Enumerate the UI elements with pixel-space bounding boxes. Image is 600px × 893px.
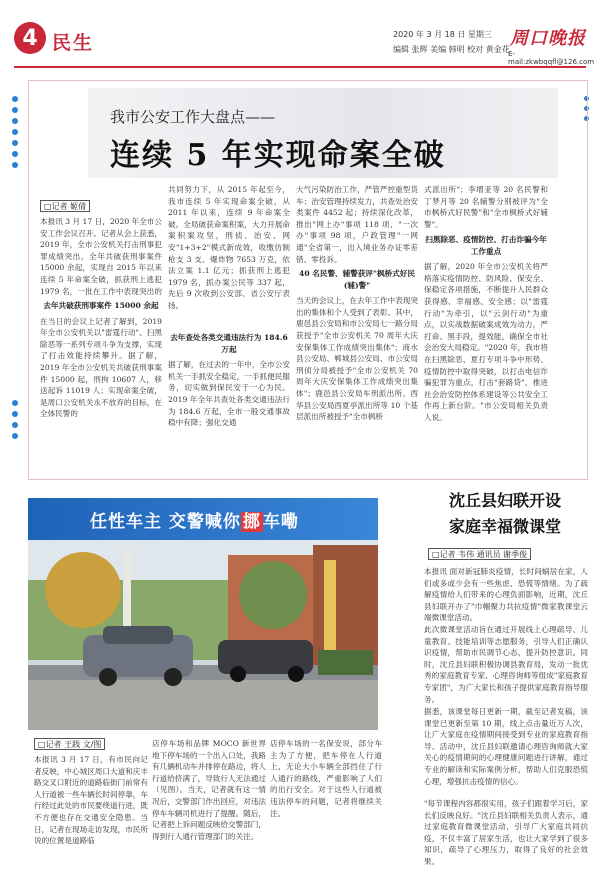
- top-story-column-3: [296, 184, 418, 470]
- top-story-column-2: [168, 184, 290, 470]
- article-paragraph: 式派出所"；李增亚等 20 名民警和丁梦月等 20 名辅警分别被评为"全市枫桥式好民警"和"全市枫桥式好辅警"。: [424, 185, 548, 229]
- masthead-rule: [14, 66, 586, 68]
- article-paragraph: 此次微课堂活动旨在通过开展线上心理疏导、儿童教育、技能培训等志愿服务，引导人们正确认识疫情，帮助市民调节心态，提升防控意识。同时，沈丘县妇联积极协调县教育局，发动一批优秀的家庭教育专家、心理咨询师等组成"家庭教育专家团"，为广大家长和孩子提供家庭教育指导服务。: [424, 625, 588, 704]
- article-subheading: 去年查处各类交通违法行为 184.6 万起: [170, 333, 288, 354]
- editors-line: 编辑 张辉 美编 韩明 校对 黄金花: [393, 45, 510, 54]
- article-paragraph: 本报讯 面对新冠肺炎疫情，长时间蜗居在家，人们或多或少会有一些焦虑、恐慌等情绪。为了疏解疫情给人们带来的心理负面影响，近期，沈丘县妇联开办了"巾帼聚力共抗疫情"微家教课堂云端微课堂活动。: [424, 567, 588, 622]
- second-story-column-2: 店停车场和品牌 MOCO 新世界地下停车场的一个出入口处，我路有几辆机动车并排停在路边，将人行道给挤满了，导致行人无法通过（见图）。当天，记者就有这一情况后，交警部门作出回应，对违法停车车辆司机进行了提醒。随后，记者把上诉问题反映给交警部门，得到行人通行管理部门的关注。: [152, 739, 266, 841]
- article-paragraph: 共同努力下，从 2015 年起至今，我市连续 5 年实现命案全破，从 2011 年以来，连续 9 年命案全破。全局破获命案积案，大力开展命案积案攻坚，刑侦、治安、网安"1+3+2"模式新成效，收缴仿制枪支 3 支、爆炸物 7653 万克，依法立案 1.1 亿元；抓获刑上逃犯 1979 名，抓办案公民等 337 起，先后 9 次收到公安部、省公安厅表扬。: [168, 185, 290, 310]
- side-story-body: [424, 566, 588, 886]
- title-highlight: 挪: [242, 512, 261, 532]
- article-paragraph: 本报讯 3 月 17 日，2020 年全市公安工作会议召开。记者从会上获悉，2019 年，全市公安机关打击刑事犯罪成绩突出，全年共破获刑事案件 15000 余起，实现自 2015 年以来连续 5 年命案全破，抓获刑上逃犯 1979 名，一批在工作中表现突出的: [40, 217, 162, 296]
- side-story-title-line-2: 家庭幸福微课堂: [448, 517, 561, 536]
- article-paragraph: 在当日的会议上记者了解到，2019 年全市公安机关以"雷霆行动"、扫黑除恶等一系列专项斗争为支撑，实现了打击效能持续攀升。据了解，2019 年全市公安机关共破获刑事案件 15000 起，刑拘 10607 人，移送起诉 11019 人；实现命案全破，是周口公安机关永不放弃的目标，在全体民警的: [40, 316, 162, 419]
- article-paragraph: 大气污染防治工作，严管严控重型货车；治安管理持续发力，共查处治安类案件 4452 起；持续深化改革，推出"网上办"事项 118 项、"一次办"事项 98 项，户政管理"一网通"全省第一，出入境业务办证零差错、零投诉。: [296, 185, 418, 264]
- second-story-byline: □记者 王践 文/图: [34, 738, 105, 750]
- article-paragraph: "每节课程内容都很实用，孩子们跟着学习后，家长们反映良好。"沈丘县妇联相关负责人表示，通过家庭教育微课堂活动，引导广大家庭共同抗疫，不仅丰富了居家生活，也让大家学到了很多知识，疏导了心理压力，取得了良好的社会效果。: [424, 799, 588, 866]
- article-paragraph: 当天的会议上，在去年工作中表现突出的集体和个人受到了表彰。其中，鹿邑县公安局和市公安局七一路分局获授予"全市公安机关 70 周年大庆安保集体工作成绩突出集体"；商水县公安局、郸城县公安局、市公安局刑侦分局被授予"全市公安机关 70 周年大庆安保集体工作成绩突出集体"；鹿邑县公安局车刑派出所、西华县公安局西夏亭派出所等 10 个基层派出所被授予"全市枫桥: [296, 296, 418, 422]
- street-parking-photo: [28, 540, 378, 730]
- decorative-dots-left-mid: [12, 400, 18, 439]
- title-part-2: 车嘞: [262, 512, 299, 532]
- side-story-title: [420, 488, 590, 540]
- top-story-headline: 连续 5 年实现命案全破: [110, 138, 446, 173]
- page-number-badge: 4: [14, 22, 46, 54]
- article-paragraph: 据了解，在过去的一年中，全市公安机关一手抓安全稳定，一手抓便民服务，切实做到保民安于一心为民。2019 年全年共查处各类交通违法行为 184.6 万起，全市一般交通事故稳中有降；强化交通: [168, 360, 290, 428]
- second-story-column-3: 店停车场的一名保安说，部分车主为了方便，把车停在人行道上，无论大小车辆全部挡住了行人通行的路线，严重影响了人们的出行安全。对于这些人行道被违法停车的问题，记者将继续关注。: [270, 739, 382, 818]
- top-story-byline: □记者 姬倩: [40, 200, 90, 212]
- title-part-1: 任性车主 交警喊你: [90, 512, 241, 532]
- section-name: 民生: [52, 32, 95, 54]
- article-subheading: 扫黑除恶、疫情防控、打击诈骗今年工作重点: [425, 235, 547, 256]
- date-line: 2020 年 3 月 18 日 星期三: [393, 30, 492, 39]
- article-paragraph: 据悉，该课堂每日更新一期，截至记者发稿，该课堂已更新至第 10 期，线上点击量近万人次，让广大家庭在疫情期间接受到专业的家庭教育指导。活动中，沈丘县妇联邀请心理咨询师就大家关心的疫情期间的心理健康问题进行讲解，通过专业的解读和实际案例分析，帮助人们克服恐慌心理，增强抗击疫情的信心。: [424, 707, 588, 786]
- top-story-kicker: 我市公安工作大盘点——: [110, 108, 276, 126]
- second-story-column-1: 本报讯 3 月 17 日，有市民向记者反映，中心城区周口大道和庆丰路交叉口附近的道路临街门前常有人行道被一些车辆长时间停靠，车行经过此处的市民要绕道行进，既不方便也存在交通安全隐患。当日，记者在现场走访发现，市民所说的位置是道路临: [34, 755, 148, 846]
- side-story-byline: □记者 韦伟 通讯员 谢季俊: [428, 548, 531, 560]
- top-story-column-4: [424, 184, 548, 470]
- second-story-title: [90, 507, 299, 532]
- side-story-title-line-1: 沈丘县妇联开设: [448, 491, 561, 510]
- issue-info: [393, 27, 510, 57]
- article-subheading: 40 名民警、辅警获评"枫桥式好民(辅)警": [299, 269, 415, 290]
- top-story-column-1: [40, 216, 162, 470]
- paper-email: E-mail:zkwbqqfl@126.com: [508, 50, 595, 66]
- article-paragraph: 据了解，2020 年全市公安机关将严格落实疫情防控、防风险、保安全、保稳定各项措施，不断提升人民群众获得感、幸福感、安全感；以"雷霆行动"为牵引，以"云剑行动"为重点，以实战数据破案成效为动力，严打命、黑手段，提效能，确保全市社会治安大局稳定。"2020 年，我市将在扫黑除恶、夏打专项斗争中形势、疫情防控中取得突破，以打击电信诈骗犯罪为重点，打击"套路贷"，推进社会治安防控体系建设等公共安全工作再上新台阶。"市公安局相关负责人说。: [424, 262, 548, 422]
- article-subheading: 去年共破获刑事案件 15000 余起: [43, 301, 159, 310]
- decorative-dots-left-top: [12, 96, 18, 168]
- paper-logo: 周口晚报: [510, 28, 586, 49]
